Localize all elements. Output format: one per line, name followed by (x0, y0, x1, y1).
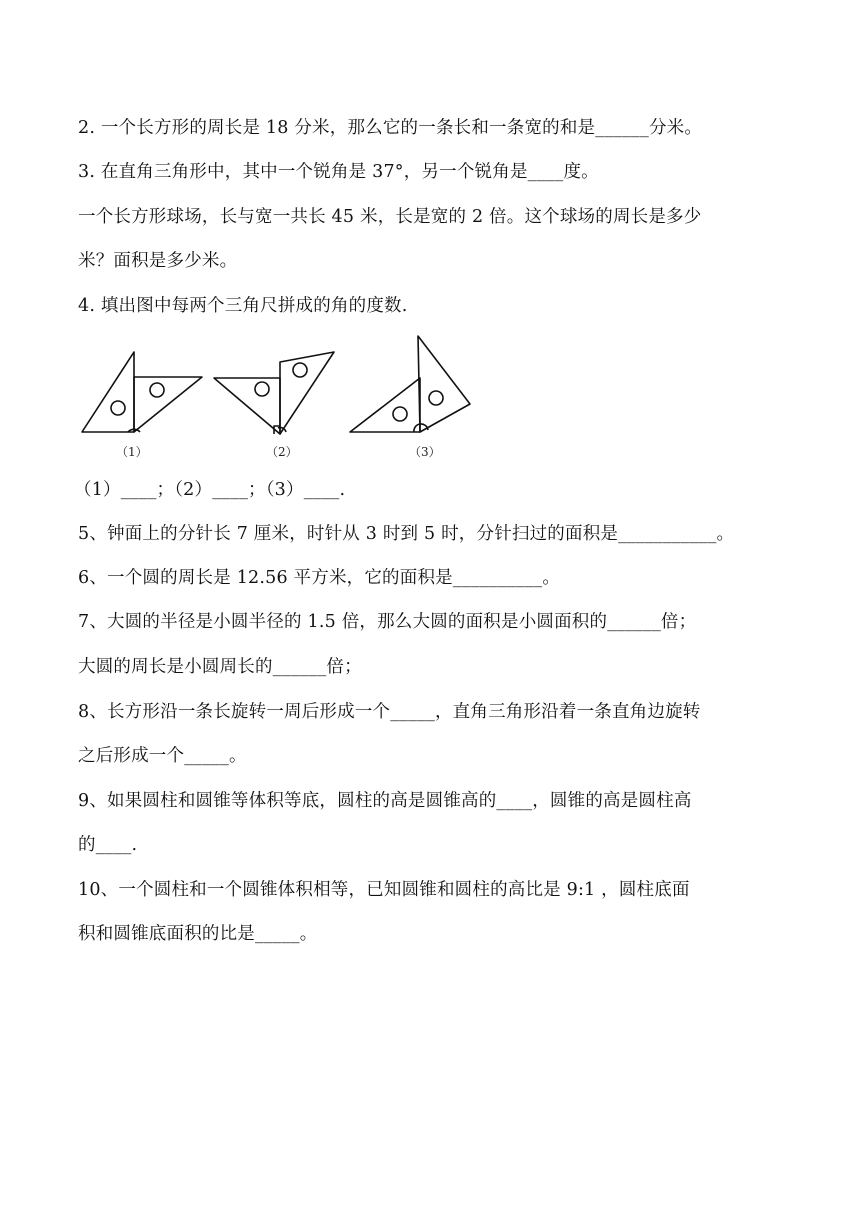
question-8-line-2: 之后形成一个_____。 (78, 746, 247, 766)
figure-1-triangles (82, 352, 202, 432)
question-7-line-2: 大圆的周长是小圆周长的______倍； (78, 657, 362, 677)
question-5: 5、钟面上的分针长 7 厘米，时针从 3 时到 5 时，分针扫过的面积是___________。 (78, 524, 735, 544)
word-problem-line-2: 米？面积是多少米。 (78, 251, 238, 271)
question-10-line-1: 10、一个圆柱和一个圆锥体积相等，已知圆锥和圆柱的高比是 9:1 ，圆柱底面 (78, 880, 690, 900)
question-3: 3. 在直角三角形中，其中一个锐角是 37°，另一个锐角是____度。 (78, 162, 599, 182)
question-10-line-2: 积和圆锥底面积的比是_____。 (78, 924, 318, 944)
question-4-answers: （1）____；（2）____；（3）____. (74, 480, 346, 500)
figure-2-triangles (214, 352, 334, 434)
question-9-line-1: 9、如果圆柱和圆锥等体积等底，圆柱的高是圆锥高的____，圆锥的高是圆柱高 (78, 791, 692, 811)
question-9-line-2: 的____. (78, 835, 138, 855)
question-4: 4. 填出图中每两个三角尺拼成的角的度数. (78, 296, 408, 316)
figure-2-label: （2） (266, 445, 298, 459)
question-8-line-1: 8、长方形沿一条长旋转一周后形成一个_____，直角三角形沿着一条直角边旋转 (78, 702, 701, 722)
triangle-rulers-figure (72, 332, 512, 467)
figure-3-triangles (350, 336, 470, 432)
question-2: 2. 一个长方形的周长是 18 分米，那么它的一条长和一条宽的和是______分米。 (78, 118, 703, 138)
word-problem-line-1: 一个长方形球场，长与宽一共长 45 米，长是宽的 2 倍。这个球场的周长是多少 (78, 207, 702, 227)
figure-1-label: （1） (116, 445, 148, 459)
question-6: 6、一个圆的周长是 12.56 平方米，它的面积是__________。 (78, 568, 561, 588)
figure-3-label: （3） (409, 445, 441, 459)
question-7-line-1: 7、大圆的半径是小圆半径的 1.5 倍，那么大圆的面积是小圆面积的______倍； (78, 612, 697, 632)
